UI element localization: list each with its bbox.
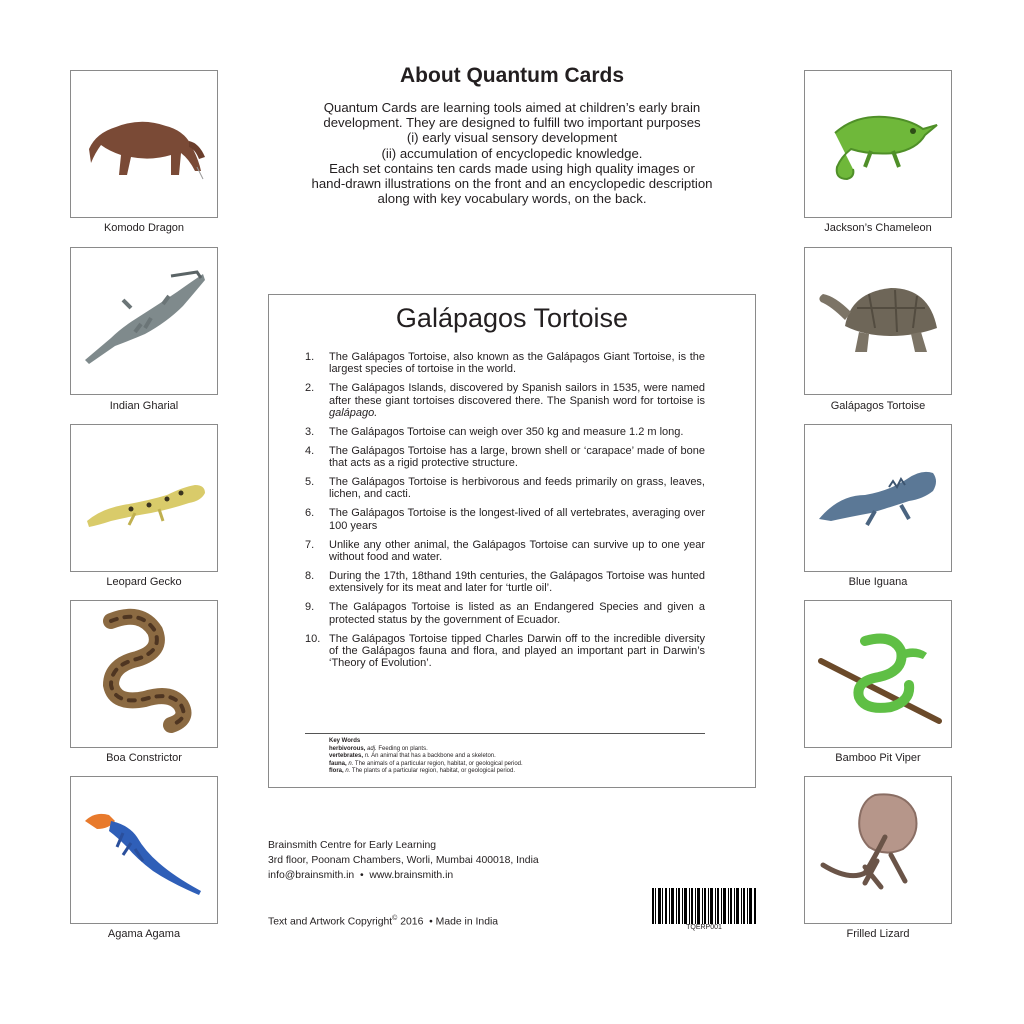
about-line: Each set contains ten cards made using high quality images or	[329, 160, 695, 176]
publisher-contact: info@brainsmith.in • www.brainsmith.in	[268, 870, 454, 881]
frilled-lizard-illustration	[805, 777, 951, 923]
caption-komodo-dragon: Komodo Dragon	[103, 222, 185, 234]
thumbnail-boa-constrictor	[70, 600, 218, 748]
copyright-line: Text and Artwork Copyright© 2016 • Made in India	[268, 915, 499, 928]
boa-constrictor-illustration	[71, 601, 217, 747]
about-line: hand-drawn illustrations on the front and an encyclopedic description	[311, 176, 713, 192]
fact-item: 8. During the 17th, 18thand 19th centuries, the Galápagos Tortoise was hunted extensively for its meat and later for ‘turtle oil’.	[305, 569, 705, 595]
caption-bamboo-pit-viper: Bamboo Pit Viper	[835, 752, 921, 764]
about-line: (ii) accumulation of encyclopedic knowledge.	[381, 145, 643, 161]
thumbnail-bamboo-pit-viper	[804, 600, 952, 748]
caption-boa-constrictor: Boa Constrictor	[106, 752, 182, 764]
fact-item: 5. The Galápagos Tortoise is herbivorous and feeds primarily on grass, leaves, lichen, and cacti.	[305, 476, 705, 501]
key-words-divider	[305, 733, 705, 734]
about-line: Quantum Cards are learning tools aimed at children’s early brain	[323, 100, 701, 115]
key-word-entry: herbivorous, adj. Feeding on plants.	[329, 745, 428, 752]
caption-agama-agama: Agama Agama	[107, 928, 181, 940]
fact-item: 7. Unlike any other animal, the Galápagos Tortoise can survive up to one year without food and water.	[305, 538, 705, 563]
fact-item: 9. The Galápagos Tortoise is listed as an Endangered Species and given a protected status by the government of Ecuador.	[305, 601, 705, 626]
agama-illustration	[71, 777, 217, 923]
fact-item: 3. The Galápagos Tortoise can weigh over 350 kg and measure 1.2 m long.	[305, 425, 684, 438]
chameleon-illustration	[805, 71, 951, 217]
key-words	[329, 738, 709, 776]
fact-list	[305, 351, 705, 676]
caption-jacksons-chameleon: Jackson’s Chameleon	[824, 222, 932, 234]
caption-leopard-gecko: Leopard Gecko	[106, 576, 182, 588]
sample-card-back	[268, 294, 756, 788]
caption-indian-gharial: Indian Gharial	[109, 400, 179, 412]
thumbnail-jacksons-chameleon	[804, 70, 952, 218]
fact-item: 10. The Galápagos Tortoise tipped Charles Darwin off to the incredible diversity of the Galápagos fauna and flora, and played an important part in Darwin’s ‘Theory of Evolution’.	[305, 632, 705, 670]
key-word-entry: vertebrates, n. An animal that has a backbone and a skeleton.	[329, 753, 496, 760]
about-line: (i) early visual sensory development	[406, 130, 618, 146]
tortoise-illustration	[805, 248, 951, 394]
key-word-entry: fauna, n. The animals of a particular region, habitat, or geological period.	[329, 760, 523, 767]
card-title: Galápagos Tortoise	[395, 303, 629, 333]
leopard-gecko-illustration	[71, 425, 217, 571]
gharial-illustration	[71, 248, 217, 394]
caption-galapagos-tortoise: Galápagos Tortoise	[830, 400, 926, 412]
barcode-number: TQERP001	[686, 924, 722, 931]
pit-viper-illustration	[805, 601, 951, 747]
publisher-address: 3rd floor, Poonam Chambers, Worli, Mumbai 400018, India	[268, 855, 539, 866]
thumbnail-frilled-lizard	[804, 776, 952, 924]
publisher-website: www.brainsmith.in	[369, 870, 454, 881]
thumbnail-komodo-dragon	[70, 70, 218, 218]
about-line: along with key vocabulary words, on the back.	[377, 191, 647, 207]
about-line: development. They are designed to fulfill two important purposes	[323, 115, 701, 131]
fact-item: 2. The Galápagos Islands, discovered by Spanish sailors in 1535, were named after these giant tortoises discovered there. The Spanish word for tortoise is galápago.	[305, 382, 705, 419]
thumbnail-agama-agama	[70, 776, 218, 924]
fact-item: 6. The Galápagos Tortoise is the longest-lived of all vertebrates, averaging over 100 years	[305, 507, 705, 532]
thumbnail-indian-gharial	[70, 247, 218, 395]
key-words-title: Key Words	[329, 738, 361, 744]
thumbnail-leopard-gecko	[70, 424, 218, 572]
barcode-icon	[652, 888, 756, 924]
publisher-email: info@brainsmith.in	[268, 870, 355, 881]
publisher-name: Brainsmith Centre for Early Learning	[268, 840, 437, 851]
about-title: About Quantum Cards	[400, 64, 624, 87]
caption-frilled-lizard: Frilled Lizard	[846, 928, 910, 940]
blue-iguana-illustration	[805, 425, 951, 571]
about-description	[285, 100, 739, 206]
thumbnail-blue-iguana	[804, 424, 952, 572]
key-word-entry: flora, n. The plants of a particular region, habitat, or geological period.	[329, 768, 516, 775]
komodo-dragon-illustration	[71, 71, 217, 217]
publisher-info	[268, 838, 539, 883]
fact-item: 1. The Galápagos Tortoise, also known as the Galápagos Giant Tortoise, is the largest species of tortoise in the world.	[305, 351, 705, 376]
thumbnail-galapagos-tortoise	[804, 247, 952, 395]
fact-item: 4. The Galápagos Tortoise has a large, brown shell or ‘carapace’ made of bone that acts as a rigid protective structure.	[305, 444, 705, 470]
caption-blue-iguana: Blue Iguana	[848, 576, 908, 588]
